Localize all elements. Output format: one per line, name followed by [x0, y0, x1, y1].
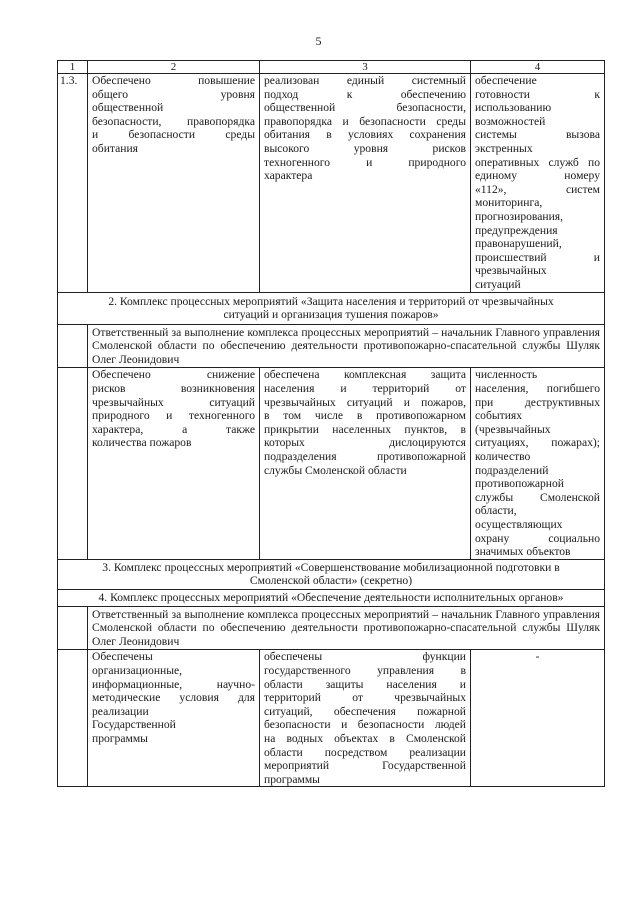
indicator-lines: [475, 74, 600, 292]
indicator-lines: [475, 368, 600, 558]
cell-text-line: на водных объектах в Смоленской: [264, 731, 466, 745]
section-4-responsible-row: [58, 606, 605, 650]
cell-text-line: ситуаций, обеспечения пожарной: [264, 704, 466, 718]
cell-text-line: подход к обеспечению: [264, 87, 466, 101]
cell-text-line: правонарушений,: [475, 237, 562, 251]
cell-text-line: высокого уровня рисков: [264, 141, 466, 155]
section-2-title-row: [58, 292, 605, 324]
cell-text-line: государственного управления в: [264, 663, 466, 677]
cell-text-line: населения и территорий от: [264, 382, 466, 396]
cell-text-line: природного и техногенного: [92, 409, 255, 423]
cell-text-line: области посредством реализации: [264, 745, 466, 759]
task-cell: [88, 650, 260, 787]
row-number: 1.3.: [58, 74, 88, 293]
indicator-cell: [471, 368, 605, 559]
cell-text-line: единому номеру: [475, 169, 600, 183]
cell-text-line: Обеспечено повышение: [92, 74, 255, 87]
task-lines: [92, 74, 255, 156]
cell-text-line: обеспечена комплексная защита: [264, 368, 466, 382]
cell-text-line: которых дислоцируются: [264, 436, 466, 450]
cell-text-line: при деструктивных: [475, 395, 600, 409]
task-lines: [92, 368, 255, 450]
effect-cell: [260, 650, 471, 787]
cell-text-line: системы вызова: [475, 128, 600, 142]
empty-cell: [58, 368, 88, 559]
cell-text-line: Государственной: [92, 718, 176, 732]
section-2-responsible-row: [58, 324, 605, 368]
cell-text-line: подразделений: [475, 463, 549, 477]
header-col-3: 3: [260, 61, 471, 74]
cell-text-line: ситуациях, пожарах);: [475, 436, 600, 450]
section-3-title: 3. Комплекс процессных мероприятий «Совершенствование мобилизационной подготовки в Смоленской области» (секретно): [58, 559, 605, 589]
cell-text-line: событиях: [475, 409, 523, 423]
header-col-1: 1: [58, 61, 88, 74]
cell-text-line: предупреждения: [475, 223, 558, 237]
cell-text-line: безопасности и безопасности людей: [264, 718, 466, 732]
cell-text-line: в том числе в противопожарном: [264, 409, 466, 423]
cell-text-line: готовности к: [475, 87, 600, 101]
cell-text-line: и безопасности среды: [92, 128, 255, 142]
effect-lines: [264, 368, 466, 477]
cell-text-line: ситуаций: [475, 277, 521, 291]
cell-text-line: организационные,: [92, 663, 183, 677]
effect-cell: [260, 368, 471, 559]
table-row-1-3: [58, 74, 605, 293]
section-3-title-row: [58, 559, 605, 589]
effect-cell: [260, 74, 471, 293]
cell-text-line: подразделения противопожарной: [264, 450, 466, 464]
cell-text-line: противопожарной: [475, 477, 564, 491]
section-2-title: 2. Комплекс процессных мероприятий «Защита населения и территорий от чрезвычайных ситуаций и организация тушения пожаров»: [58, 292, 605, 324]
indicator-cell: [471, 74, 605, 293]
section-4-responsible: Ответственный за выполнение комплекса процессных мероприятий – начальник Главного управления Смоленской области по обеспечению деятельности противопожарно-спасательной службы Шуляк Олег Леонидович: [88, 606, 605, 650]
cell-text-line: программы: [92, 731, 148, 745]
cell-text-line: происшествий и: [475, 250, 600, 264]
cell-text-line: обеспечение: [475, 74, 537, 87]
task-lines: [92, 650, 255, 745]
cell-text-line: мониторинга,: [475, 196, 543, 210]
program-table: [57, 60, 605, 787]
cell-text-line: обитания в условиях сохранения: [264, 128, 466, 142]
section-4-title: 4. Комплекс процессных мероприятий «Обеспечение деятельности исполнительных органов»: [58, 589, 605, 606]
cell-text-line: характера: [264, 169, 313, 183]
section-4-title-row: [58, 589, 605, 606]
cell-text-line: техногенного и природного: [264, 155, 466, 169]
cell-text-line: области,: [475, 504, 517, 518]
cell-text-line: чрезвычайных: [475, 264, 547, 278]
cell-text-line: общественной безопасности,: [264, 101, 466, 115]
cell-text-line: осуществляющих: [475, 518, 563, 531]
cell-text-line: рисков возникновения: [92, 382, 255, 396]
header-col-4: 4: [471, 61, 605, 74]
cell-text-line: количества пожаров: [92, 436, 192, 450]
cell-text-line: оперативных служб по: [475, 155, 600, 169]
cell-text-line: экстренных: [475, 141, 533, 155]
cell-text-line: службы Смоленской: [475, 490, 600, 504]
cell-text-line: реализован единый системный: [264, 74, 466, 87]
task-cell: [88, 74, 260, 293]
cell-text-line: «112», систем: [475, 182, 600, 196]
cell-text-line: безопасности, правопорядка: [92, 114, 255, 128]
section-2-responsible: Ответственный за выполнение комплекса процессных мероприятий – начальник Главного управления Смоленской области по обеспечению деятельности противопожарно-спасательной службы Шуляк Олег Леонидович: [88, 324, 605, 368]
cell-text-line: численность: [475, 368, 538, 382]
cell-text-line: правопорядка и безопасности среды: [264, 114, 466, 128]
effect-lines: [264, 650, 466, 786]
empty-cell: [58, 324, 88, 368]
cell-text-line: общественной: [92, 101, 164, 115]
cell-text-line: количество: [475, 450, 531, 464]
cell-text-line: (чрезвычайных: [475, 422, 551, 436]
cell-text-line: методические условия для: [92, 691, 255, 705]
header-col-2: 2: [88, 61, 260, 74]
cell-text-line: общего уровня: [92, 87, 255, 101]
cell-text-line: чрезвычайных ситуаций и пожаров,: [264, 395, 466, 409]
cell-text-line: Обеспечены: [92, 650, 153, 664]
cell-text-line: прогнозирования,: [475, 209, 564, 223]
empty-cell: [58, 606, 88, 650]
page-number: 5: [315, 34, 322, 48]
empty-cell: [58, 650, 88, 787]
cell-text-line: программы: [264, 772, 320, 786]
cell-text-line: использованию: [475, 101, 552, 115]
section-4-row: [58, 650, 605, 787]
header-row: [58, 61, 605, 74]
cell-text-line: территорий от чрезвычайных: [264, 691, 466, 705]
cell-text-line: чрезвычайных ситуаций: [92, 395, 255, 409]
cell-text-line: информационные, научно-: [92, 677, 255, 691]
cell-text-line: области защиты населения и: [264, 677, 466, 691]
cell-text-line: Обеспечено снижение: [92, 368, 255, 382]
task-cell: [88, 368, 260, 559]
section-2-row: [58, 368, 605, 559]
cell-text-line: возможностей: [475, 114, 546, 128]
cell-text-line: службы Смоленской области: [264, 463, 407, 477]
cell-text-line: реализации: [92, 704, 149, 718]
effect-lines: [264, 74, 466, 183]
cell-text-line: обеспечены функции: [264, 650, 466, 664]
cell-text-line: прикрытии населенных пунктов, в: [264, 422, 466, 436]
cell-text-line: характера, а также: [92, 422, 255, 436]
cell-text-line: значимых объектов: [475, 545, 571, 559]
indicator-cell: -: [471, 650, 605, 787]
cell-text-line: обитания: [92, 141, 138, 155]
cell-text-line: мероприятий Государственной: [264, 759, 466, 773]
cell-text-line: охрану социально: [475, 531, 600, 545]
cell-text-line: населения, погибшего: [475, 382, 600, 396]
